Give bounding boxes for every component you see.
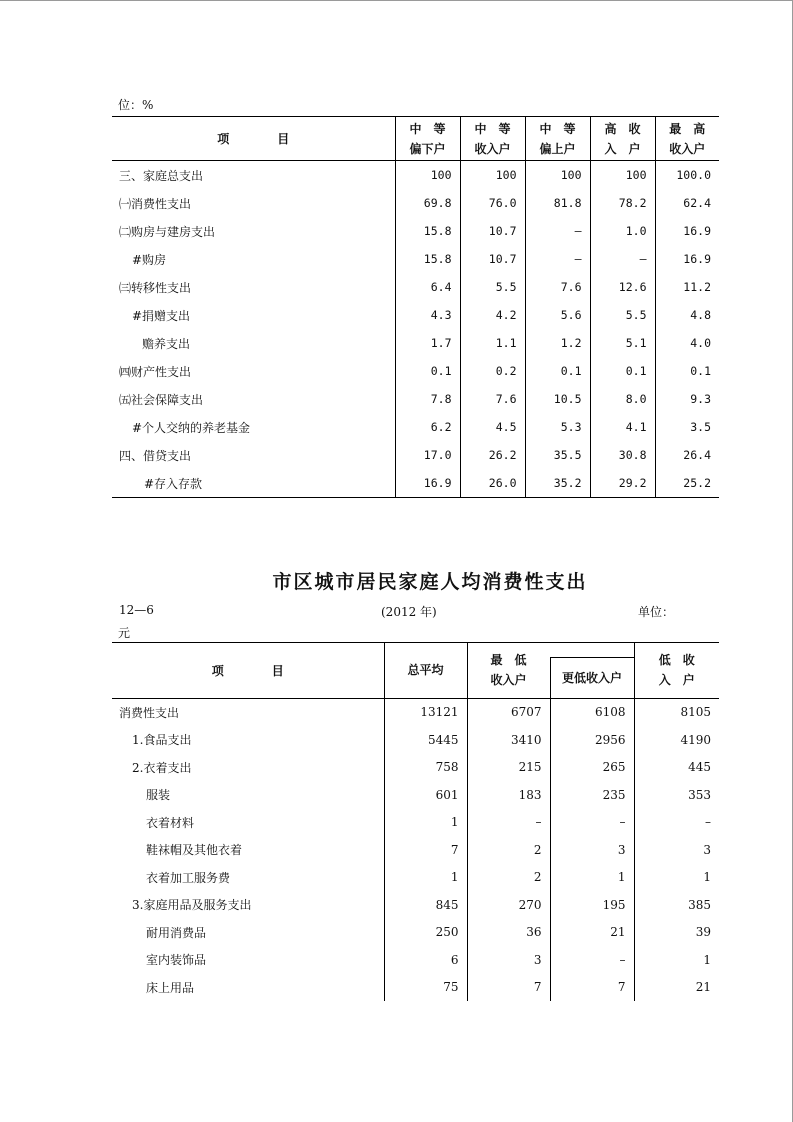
cell: 3: [634, 836, 719, 864]
cell: 29.2: [590, 469, 655, 498]
cell: 845: [384, 891, 467, 919]
cell: 1: [550, 864, 634, 892]
row-label: #存入存款: [144, 476, 203, 491]
cell: 6.2: [395, 413, 460, 441]
cell: 0.2: [460, 357, 525, 385]
cell: 215: [467, 754, 550, 782]
cell: 16.9: [395, 469, 460, 498]
cell: –: [550, 809, 634, 837]
table-row: [112, 161, 719, 190]
header-lowest-income: 最 低 收入户: [467, 650, 550, 691]
cell: 36: [467, 919, 550, 947]
cell: 1: [384, 864, 467, 892]
cell: 4.0: [655, 329, 719, 357]
cell: 7.6: [460, 385, 525, 413]
table-row: [112, 891, 719, 919]
table-row: [112, 273, 719, 301]
header-low-income: 低 收 入 户: [634, 643, 719, 699]
cell: 235: [550, 781, 634, 809]
cell: –: [590, 245, 655, 273]
cell: 15.8: [395, 217, 460, 245]
household-expenditure-share-table: [112, 116, 719, 498]
row-label: 床上用品: [146, 980, 195, 995]
cell: 21: [634, 974, 719, 1002]
cell: –: [525, 245, 590, 273]
cell: 353: [634, 781, 719, 809]
header-col-3: 中 等 偏上户: [525, 117, 590, 161]
header-item: 项 目: [112, 117, 395, 161]
cell: 100: [395, 161, 460, 190]
cell: 26.4: [655, 441, 719, 469]
cell: 100: [590, 161, 655, 190]
cell: 6707: [467, 698, 550, 726]
cell: 9.3: [655, 385, 719, 413]
cell: 2: [467, 864, 550, 892]
cell: 6.4: [395, 273, 460, 301]
table-row: [112, 754, 719, 782]
cell: 183: [467, 781, 550, 809]
row-label: 室内装饰品: [146, 953, 207, 968]
cell: 1.7: [395, 329, 460, 357]
row-label: 鞋袜帽及其他衣着: [146, 843, 243, 858]
row-label: 四、借贷支出: [119, 448, 192, 463]
per-capita-consumption-table: [112, 642, 719, 1001]
cell: 11.2: [655, 273, 719, 301]
row-label: 衣着加工服务费: [146, 870, 231, 885]
cell: 4.5: [460, 413, 525, 441]
cell: 7.6: [525, 273, 590, 301]
cell: 8105: [634, 698, 719, 726]
cell: 5445: [384, 726, 467, 754]
cell: 5.5: [460, 273, 525, 301]
cell: 270: [467, 891, 550, 919]
cell: 0.1: [655, 357, 719, 385]
table-row: [112, 413, 719, 441]
cell: 10.7: [460, 217, 525, 245]
cell: –: [634, 809, 719, 837]
table-row: [112, 781, 719, 809]
table2-unit-label: 单位：: [638, 605, 675, 619]
table-row: [112, 245, 719, 273]
table1-unit: 位：%: [118, 98, 154, 112]
cell: 0.1: [525, 357, 590, 385]
row-label: ㈡购房与建房支出: [119, 224, 216, 239]
row-label: #捐赠支出: [132, 308, 191, 323]
cell: 3: [467, 946, 550, 974]
cell: 2: [467, 836, 550, 864]
cell: 4.2: [460, 301, 525, 329]
row-label: ㈣财产性支出: [119, 364, 192, 379]
cell: 81.8: [525, 189, 590, 217]
row-label: ㈢转移性支出: [119, 280, 192, 295]
cell: 7: [467, 974, 550, 1002]
cell: 62.4: [655, 189, 719, 217]
header-col-1: 中 等 偏下户: [395, 117, 460, 161]
cell: 75: [384, 974, 467, 1002]
cell: 5.3: [525, 413, 590, 441]
row-label: ㈠消费性支出: [119, 196, 192, 211]
cell: 26.0: [460, 469, 525, 498]
table-row: [112, 329, 719, 357]
cell: 601: [384, 781, 467, 809]
table-row: [112, 469, 719, 498]
cell: 17.0: [395, 441, 460, 469]
cell: 3: [550, 836, 634, 864]
row-label: 3.家庭用品及服务支出: [132, 898, 252, 913]
cell: 7: [550, 974, 634, 1002]
cell: 385: [634, 891, 719, 919]
cell: 21: [550, 919, 634, 947]
table-row: [112, 217, 719, 245]
table-row: [112, 698, 719, 726]
cell: 3.5: [655, 413, 719, 441]
cell: 5.5: [590, 301, 655, 329]
cell: 15.8: [395, 245, 460, 273]
header-col-5: 最 高 收入户: [655, 117, 719, 161]
table-row: [112, 189, 719, 217]
cell: –: [550, 946, 634, 974]
cell: 10.5: [525, 385, 590, 413]
header-col-4: 高 收 入 户: [590, 117, 655, 161]
cell: 13121: [384, 698, 467, 726]
cell: 2956: [550, 726, 634, 754]
cell: 4.3: [395, 301, 460, 329]
cell: 3410: [467, 726, 550, 754]
row-label: 服装: [146, 788, 171, 803]
cell: 5.6: [525, 301, 590, 329]
cell: 1: [634, 946, 719, 974]
cell: 26.2: [460, 441, 525, 469]
cell: 1.2: [525, 329, 590, 357]
cell: 16.9: [655, 245, 719, 273]
cell: 76.0: [460, 189, 525, 217]
table-row: [112, 357, 719, 385]
table2-code: 12—6: [119, 603, 154, 617]
cell: 7: [384, 836, 467, 864]
header-total: 总平均: [384, 643, 467, 699]
cell: 0.1: [590, 357, 655, 385]
cell: 25.2: [655, 469, 719, 498]
table-row: [112, 974, 719, 1002]
table2-unit-value: 元: [118, 626, 131, 640]
cell: 100: [460, 161, 525, 190]
row-label: #个人交纳的养老基金: [132, 420, 251, 435]
header-item: 项 目: [112, 643, 384, 699]
cell: 16.9: [655, 217, 719, 245]
cell: 1: [634, 864, 719, 892]
cell: 4190: [634, 726, 719, 754]
cell: 250: [384, 919, 467, 947]
table-row: [112, 919, 719, 947]
cell: 195: [550, 891, 634, 919]
table-row: [112, 301, 719, 329]
cell: 1.1: [460, 329, 525, 357]
cell: 5.1: [590, 329, 655, 357]
cell: 8.0: [590, 385, 655, 413]
row-label: 三、家庭总支出: [119, 168, 204, 183]
row-label: 2.衣着支出: [132, 760, 192, 775]
table2-title: 市区城市居民家庭人均消费性支出: [272, 571, 588, 593]
table-row: [112, 385, 719, 413]
table-row: [112, 864, 719, 892]
cell: 758: [384, 754, 467, 782]
row-label: ㈤社会保障支出: [119, 392, 204, 407]
cell: 7.8: [395, 385, 460, 413]
cell: 4.1: [590, 413, 655, 441]
cell: 39: [634, 919, 719, 947]
table2-year: (2012 年): [381, 605, 437, 619]
cell: –: [525, 217, 590, 245]
cell: 6108: [550, 698, 634, 726]
table-row: [112, 441, 719, 469]
cell: 35.5: [525, 441, 590, 469]
cell: 4.8: [655, 301, 719, 329]
cell: 10.7: [460, 245, 525, 273]
page-top-border: [0, 0, 793, 1]
row-label: 1.食品支出: [132, 733, 192, 748]
cell: 0.1: [395, 357, 460, 385]
table-row: [112, 726, 719, 754]
table-row: [112, 946, 719, 974]
cell: –: [467, 809, 550, 837]
row-label: 消费性支出: [119, 705, 180, 720]
table-row: [112, 836, 719, 864]
row-label: 赡养支出: [142, 336, 191, 351]
row-label: #购房: [132, 252, 167, 267]
cell: 35.2: [525, 469, 590, 498]
header-col-2: 中 等 收入户: [460, 117, 525, 161]
cell: 1.0: [590, 217, 655, 245]
cell: 100.0: [655, 161, 719, 190]
cell: 445: [634, 754, 719, 782]
cell: 265: [550, 754, 634, 782]
table-row: [112, 809, 719, 837]
row-label: 衣着材料: [146, 815, 195, 830]
table-header-row: [112, 117, 719, 161]
cell: 1: [384, 809, 467, 837]
cell: 12.6: [590, 273, 655, 301]
cell: 78.2: [590, 189, 655, 217]
row-label: 耐用消费品: [146, 925, 207, 940]
cell: 100: [525, 161, 590, 190]
cell: 69.8: [395, 189, 460, 217]
cell: 30.8: [590, 441, 655, 469]
cell: 6: [384, 946, 467, 974]
header-lower-income: 更低收入户: [550, 658, 634, 699]
